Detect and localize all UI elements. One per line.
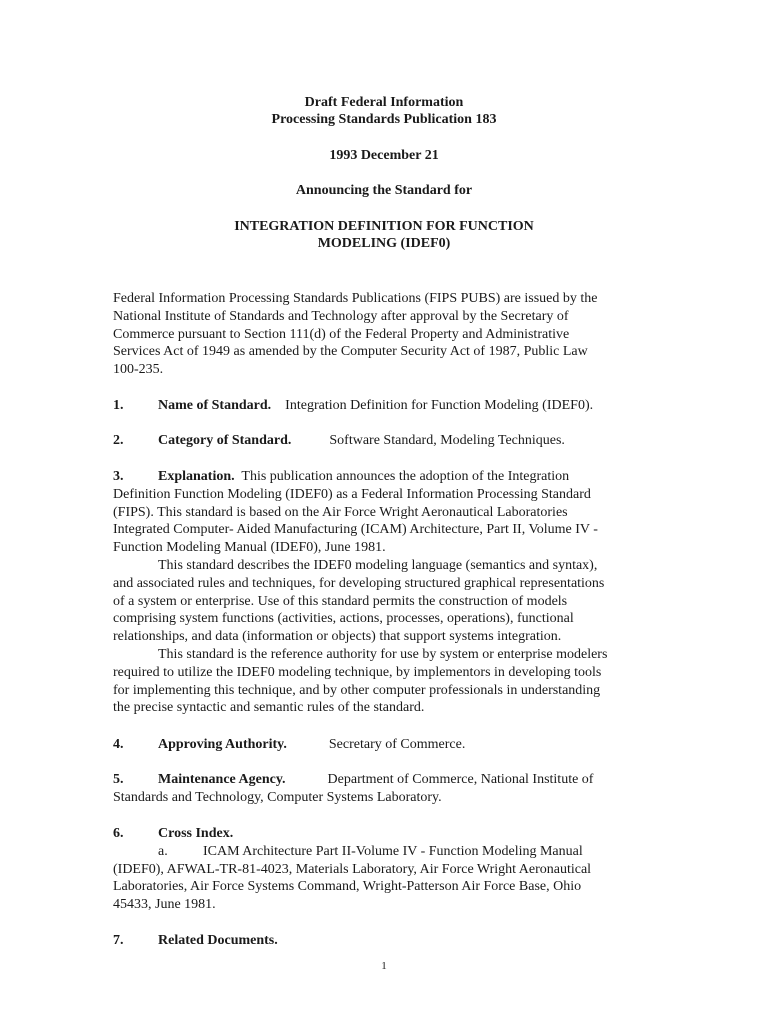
standard-title (0, 218, 768, 252)
title-line-1: INTEGRATION DEFINITION FOR FUNCTION (234, 219, 534, 234)
section-number: 1. (113, 398, 124, 413)
title-line-2: MODELING (IDEF0) (317, 236, 451, 251)
section-1 (113, 397, 643, 415)
header-line-1: Draft Federal Information (304, 95, 464, 110)
section-number: 4. (113, 737, 124, 752)
section-3-p1 (113, 468, 643, 557)
section-7 (113, 932, 643, 950)
intro-text: Federal Information Processing Standards Publications (FIPS PUBS) are issued by the National Institute of Standards and Technology after approval by the Secretary of Commerce pursuant to Section 111(d) of the Federal Property and Administrative Services Act of 1949 as amended by the Computer Security Act of 1987, Public Law 100-235. (113, 291, 598, 378)
intro-paragraph (113, 290, 643, 379)
section-3-text-1: This publication announces the adoption of the Integration Definition Function Modeling (IDEF0) as a Federal Information Processing Standard (FIPS). This standard is based on the Air Force Wright Aeronautical Laboratories Integrated Computer- Aided Manufacturing (ICAM) Architecture, Part II, Volume IV - Function Modeling Manual (IDEF0), June 1981. (113, 469, 598, 556)
section-5 (113, 771, 643, 807)
section-4 (113, 736, 643, 754)
section-text: Integration Definition for Function Modeling (IDEF0). (285, 398, 594, 413)
section-label: Maintenance Agency. (158, 772, 286, 787)
header-announcing: Announcing the Standard for (295, 183, 473, 198)
section-6-heading (113, 825, 643, 843)
cross-index-item (113, 843, 643, 914)
section-number: 7. (113, 933, 124, 948)
section-label: Cross Index. (158, 826, 234, 841)
section-6 (113, 825, 643, 914)
section-3-p3: This standard is the reference authority for use by system or enterprise modelers required to utilize the IDEF0 modeling technique, by implementors in developing tools for implementing this technique, and by other computer professionals in understanding the precise syntactic and semantic rules of the standard. (113, 646, 608, 716)
section-number: 3. (113, 469, 124, 484)
section-label: Approving Authority. (158, 737, 287, 752)
section-text: Department of Commerce, National Institute of Standards and Technology, Computer Systems Laboratory. (113, 772, 594, 805)
section-label: Category of Standard. (158, 433, 292, 448)
item-text: ICAM Architecture Part II-Volume IV - Function Modeling Manual (IDEF0), AFWAL-TR-81-4023, Materials Laboratory, Air Force Wright Aeronautical Laboratories, Air Force Systems Command, Wright-Patterson Air Force Base, Ohio 45433, June 1981. (113, 843, 592, 913)
section-label: Related Documents. (158, 933, 278, 948)
section-3 (113, 468, 643, 717)
header-line-2: Processing Standards Publication 183 (271, 112, 497, 127)
section-text: Secretary of Commerce. (328, 737, 466, 752)
section-5-paragraph (113, 771, 643, 807)
section-text: Software Standard, Modeling Techniques. (329, 433, 565, 448)
header-date: 1993 December 21 (329, 148, 439, 163)
section-number: 6. (113, 826, 124, 841)
section-number: 2. (113, 433, 124, 448)
page-number: 1 (381, 960, 387, 972)
section-label: Name of Standard. (158, 398, 272, 413)
section-label: Explanation. (158, 469, 235, 484)
section-2 (113, 432, 643, 450)
section-3-p2: This standard describes the IDEF0 modeling language (semantics and syntax), and associated rules and techniques, for developing structured graphical representations of a system or enterprise. Use of this standard permits the construction of models comprising system functions (activities, actions, processes, operations), functional relationships, and data (information or objects) that support systems integration. (113, 557, 605, 645)
header-block (0, 94, 768, 128)
item-letter: a. (158, 843, 168, 859)
section-number: 5. (113, 772, 124, 787)
